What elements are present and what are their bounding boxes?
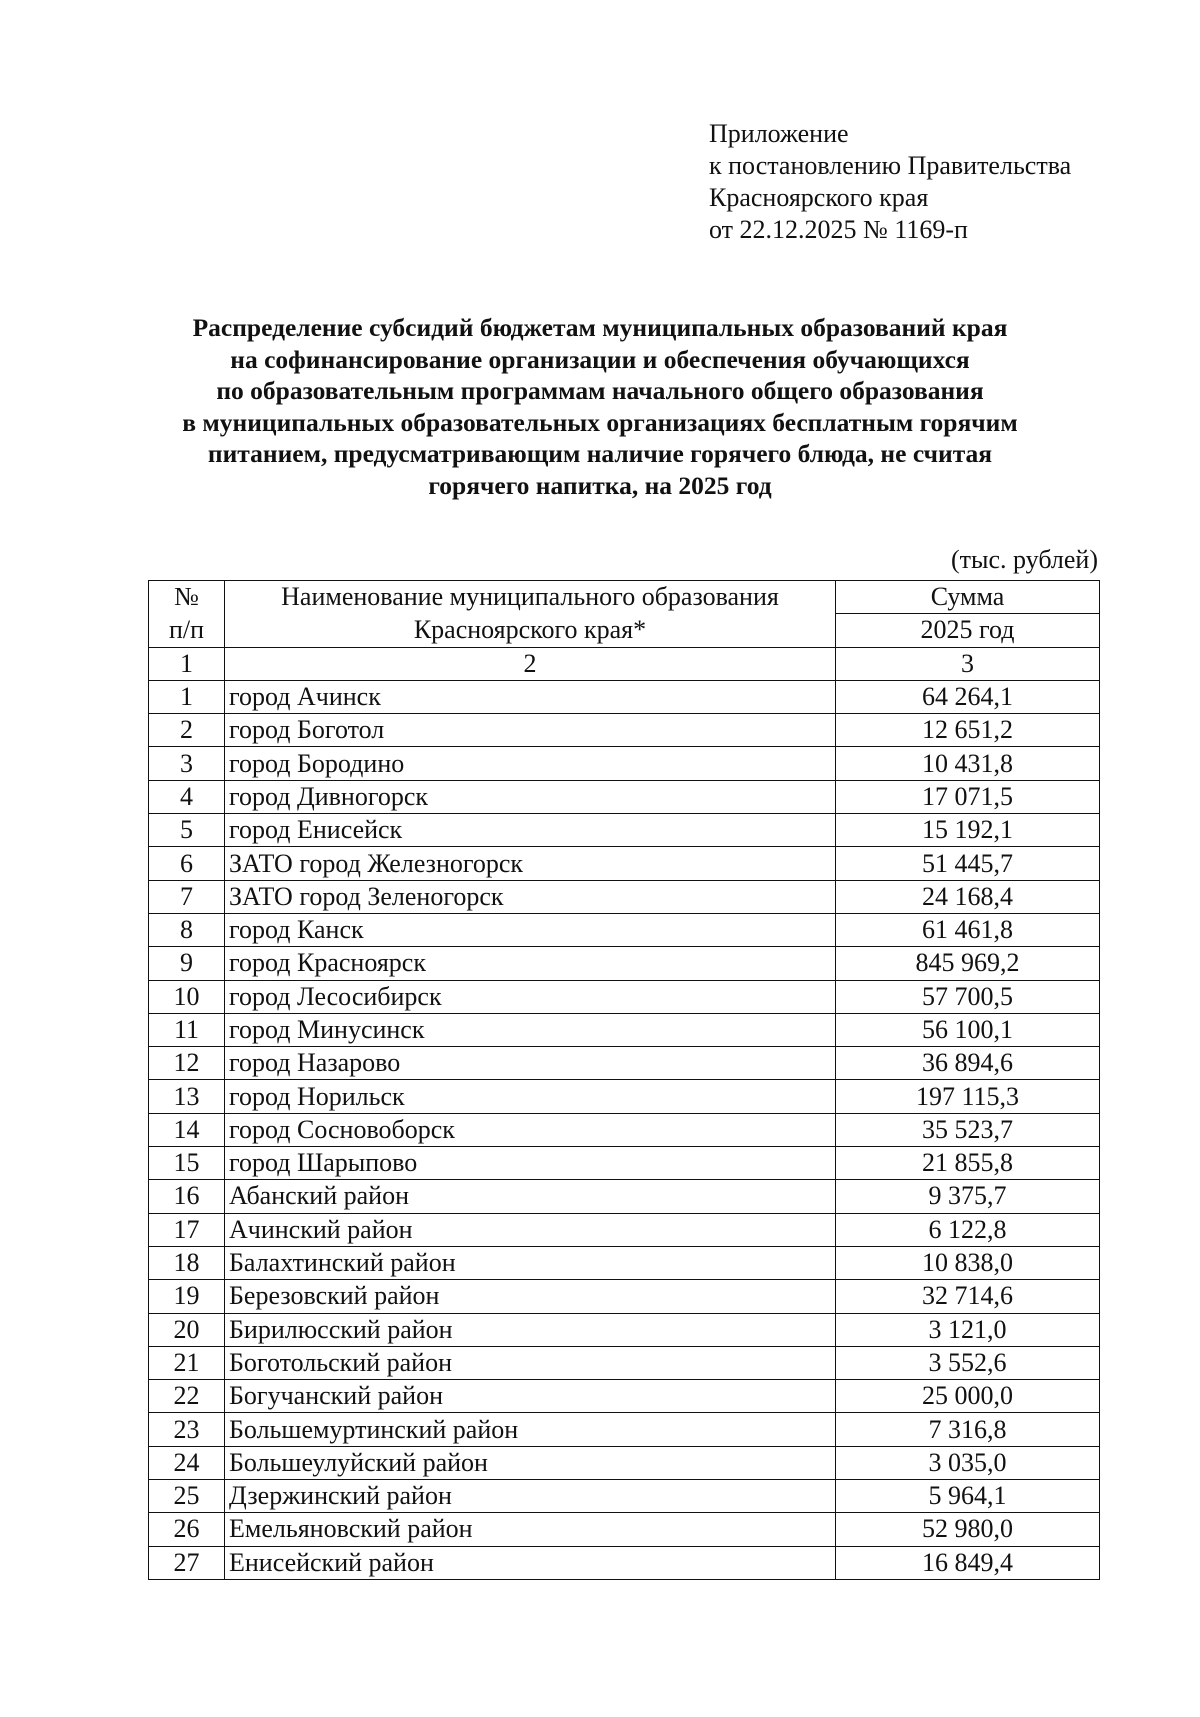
row-name: город Сосновоборск [225,1113,836,1146]
row-sum: 10 431,8 [836,747,1100,780]
title-line: на софинансирование организации и обеспечения обучающихся [230,344,970,374]
title-line: горячего напитка, на 2025 год [428,470,772,500]
row-number: 12 [149,1047,225,1080]
title-line: по образовательным программам начального общего образования [216,376,984,405]
row-sum: 17 071,5 [836,780,1100,813]
row-number: 6 [149,847,225,880]
table-row [149,1080,1100,1113]
header-year: 2025 год [836,614,1100,647]
table-header-row [149,614,1100,647]
row-sum: 3 121,0 [836,1313,1100,1346]
title-line: в муниципальных образовательных организациях бесплатным горячим [182,407,1018,437]
row-number: 17 [149,1213,225,1246]
row-number: 10 [149,980,225,1013]
row-name: город Красноярск [225,947,836,980]
table-row [149,780,1100,813]
row-name: Бирилюсский район [225,1313,836,1346]
table-row [149,1313,1100,1346]
row-sum: 61 461,8 [836,913,1100,946]
row-number: 20 [149,1313,225,1346]
appendix-line: Приложение [709,119,849,148]
row-sum: 51 445,7 [836,847,1100,880]
header-number: № [149,581,225,614]
table-row [149,747,1100,780]
appendix-date-number: от 22.12.2025 № 1169-п [709,215,968,244]
row-name: Енисейский район [225,1546,836,1579]
title-line: Распределение субсидий бюджетам муниципальных образований края [192,313,1008,342]
table-row [149,1280,1100,1313]
table-row [149,1047,1100,1080]
row-name: город Шарыпово [225,1147,836,1180]
column-number-row [149,647,1100,680]
row-name: Дзержинский район [225,1480,836,1513]
row-sum: 21 855,8 [836,1147,1100,1180]
row-number: 9 [149,947,225,980]
row-sum: 36 894,6 [836,1047,1100,1080]
units-label: (тыс. рублей) [950,545,1098,574]
distribution-table [148,580,1100,1580]
table-row [149,1513,1100,1546]
table-row [149,814,1100,847]
appendix-line: Красноярского края [709,183,929,212]
row-name: город Дивногорск [225,780,836,813]
row-sum: 56 100,1 [836,1013,1100,1046]
table-row [149,1380,1100,1413]
table-row [149,1213,1100,1246]
row-name: Ачинский район [225,1213,836,1246]
row-name: ЗАТО город Зеленогорск [225,880,836,913]
document-title [130,312,1070,501]
row-sum: 197 115,3 [836,1080,1100,1113]
column-number: 3 [836,647,1100,680]
row-name: город Лесосибирск [225,980,836,1013]
row-number: 15 [149,1147,225,1180]
table-row [149,1246,1100,1279]
row-name: Боготольский район [225,1346,836,1379]
row-number: 16 [149,1180,225,1213]
row-sum: 64 264,1 [836,680,1100,713]
row-number: 13 [149,1080,225,1113]
row-number: 8 [149,913,225,946]
table-row [149,947,1100,980]
row-number: 2 [149,714,225,747]
row-sum: 15 192,1 [836,814,1100,847]
row-name: город Норильск [225,1080,836,1113]
header-number: п/п [149,614,225,647]
row-name: Емельяновский район [225,1513,836,1546]
row-name: город Боготол [225,714,836,747]
table-row [149,1446,1100,1479]
row-sum: 5 964,1 [836,1480,1100,1513]
header-name: Красноярского края* [225,614,836,647]
row-number: 19 [149,1280,225,1313]
row-sum: 52 980,0 [836,1513,1100,1546]
row-sum: 32 714,6 [836,1280,1100,1313]
row-name: Большемуртинский район [225,1413,836,1446]
row-number: 21 [149,1346,225,1379]
table-row [149,913,1100,946]
row-sum: 7 316,8 [836,1413,1100,1446]
row-number: 24 [149,1446,225,1479]
row-sum: 845 969,2 [836,947,1100,980]
row-sum: 24 168,4 [836,880,1100,913]
row-name: Балахтинский район [225,1246,836,1279]
row-number: 25 [149,1480,225,1513]
table-row [149,847,1100,880]
table-row [149,1013,1100,1046]
row-sum: 10 838,0 [836,1246,1100,1279]
row-number: 27 [149,1546,225,1579]
row-name: Большеулуйский район [225,1446,836,1479]
row-name: ЗАТО город Железногорск [225,847,836,880]
row-sum: 16 849,4 [836,1546,1100,1579]
table-row [149,714,1100,747]
table-row [149,880,1100,913]
row-sum: 12 651,2 [836,714,1100,747]
column-number: 2 [225,647,836,680]
column-number: 1 [149,647,225,680]
table-body [149,581,1100,1580]
row-name: город Канск [225,913,836,946]
row-name: Березовский район [225,1280,836,1313]
row-name: город Минусинск [225,1013,836,1046]
row-number: 26 [149,1513,225,1546]
table-row [149,1480,1100,1513]
row-number: 5 [149,814,225,847]
row-number: 11 [149,1013,225,1046]
row-sum: 57 700,5 [836,980,1100,1013]
row-name: город Назарово [225,1047,836,1080]
table-row [149,1147,1100,1180]
appendix-line: к постановлению Правительства [709,151,1072,180]
row-name: город Енисейск [225,814,836,847]
row-sum: 25 000,0 [836,1380,1100,1413]
row-sum: 3 552,6 [836,1346,1100,1379]
row-number: 23 [149,1413,225,1446]
row-number: 3 [149,747,225,780]
row-number: 1 [149,680,225,713]
title-line: питанием, предусматривающим наличие горячего блюда, не считая [207,439,993,468]
table-row [149,1546,1100,1579]
table-row [149,1113,1100,1146]
row-name: Абанский район [225,1180,836,1213]
row-number: 14 [149,1113,225,1146]
row-number: 7 [149,880,225,913]
appendix-block [709,118,1071,246]
row-sum: 3 035,0 [836,1446,1100,1479]
table-header-row [149,581,1100,614]
header-name: Наименование муниципального образования [225,581,836,614]
row-number: 18 [149,1246,225,1279]
table-row [149,680,1100,713]
row-number: 4 [149,780,225,813]
table-row [149,1413,1100,1446]
row-sum: 6 122,8 [836,1213,1100,1246]
table-row [149,980,1100,1013]
row-name: Богучанский район [225,1380,836,1413]
header-sum: Сумма [836,581,1100,614]
row-name: город Бородино [225,747,836,780]
table-row [149,1346,1100,1379]
row-name: город Ачинск [225,680,836,713]
row-number: 22 [149,1380,225,1413]
table-row [149,1180,1100,1213]
row-sum: 35 523,7 [836,1113,1100,1146]
row-sum: 9 375,7 [836,1180,1100,1213]
